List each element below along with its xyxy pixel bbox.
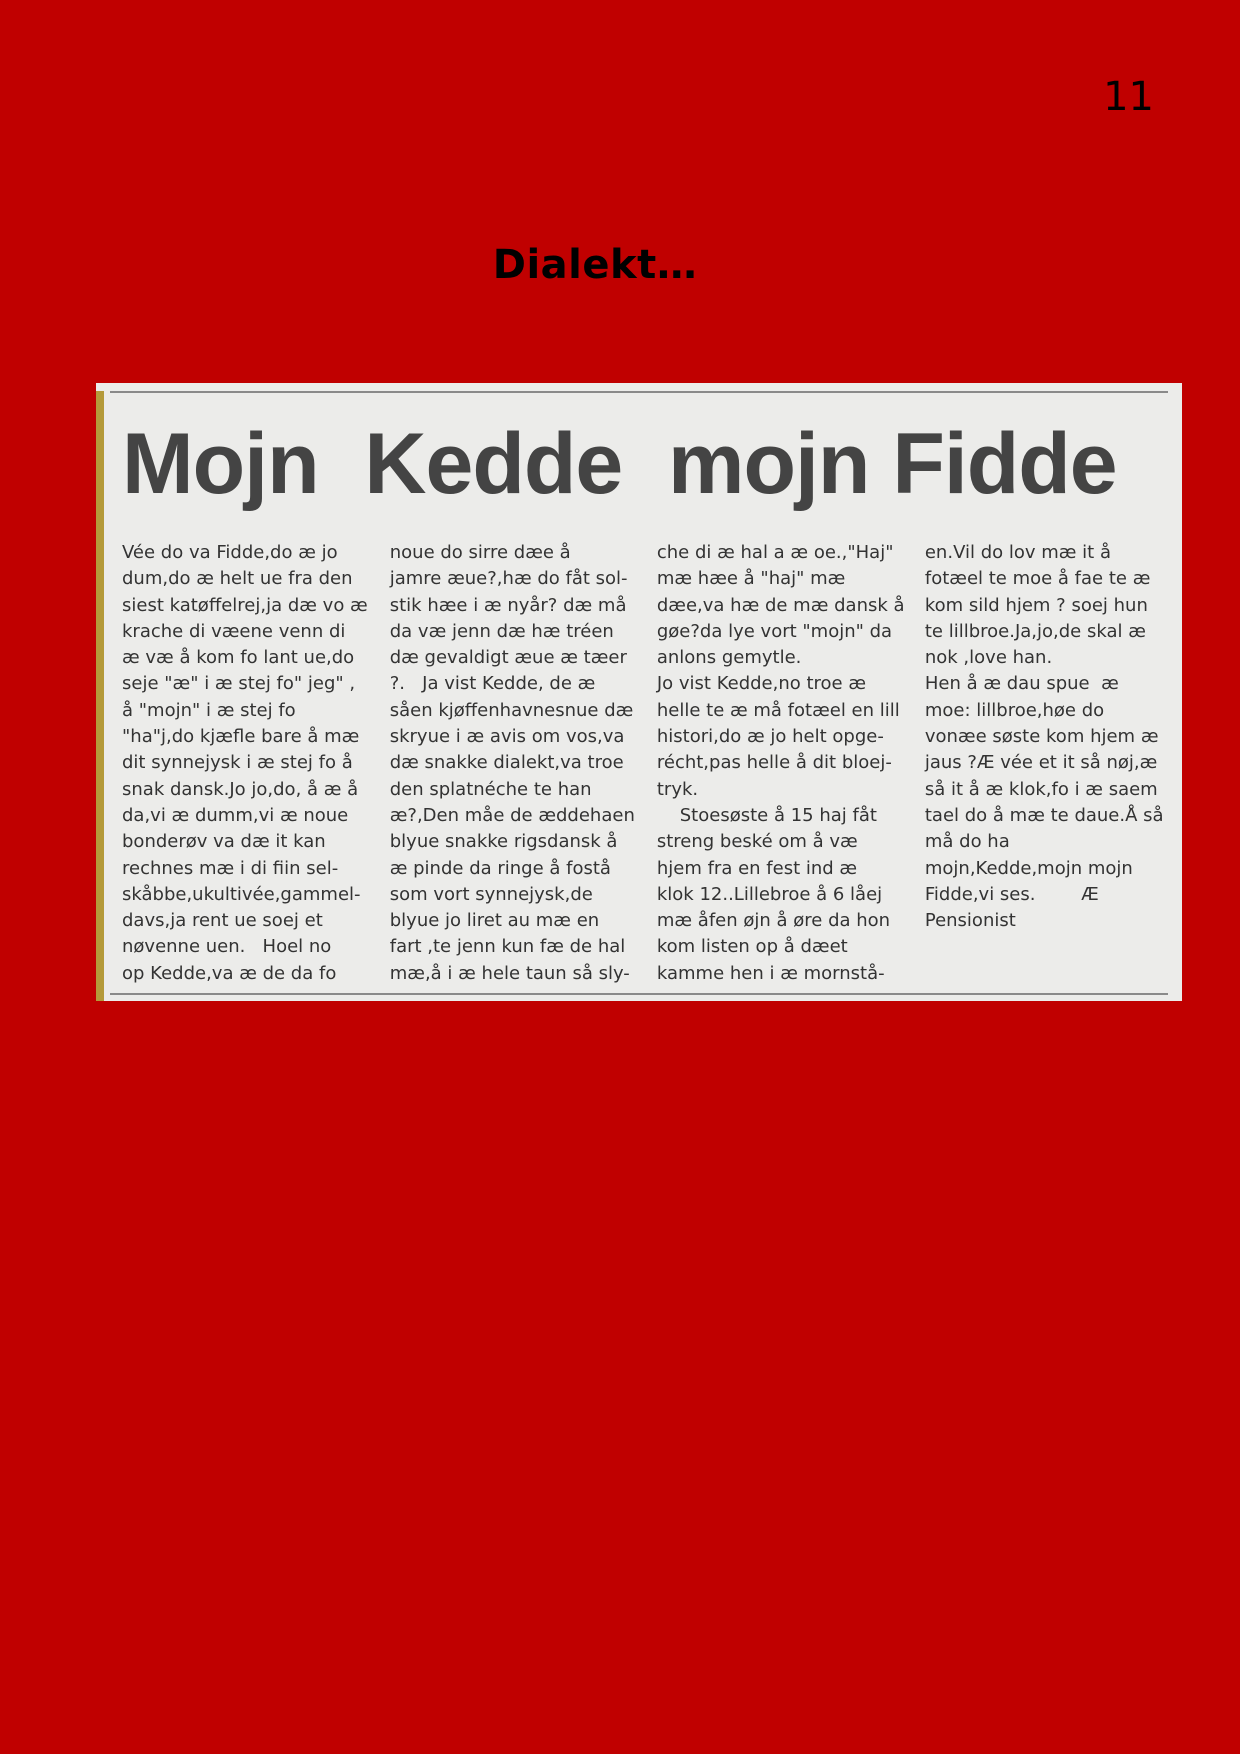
clipping-headline: Mojn Kedde mojn Fidde xyxy=(122,416,1117,512)
clipping-columns xyxy=(122,540,1168,987)
clipping-bottom-rule xyxy=(110,993,1168,995)
clipping-column-3: che di æ hal a æ oe.,"Haj" mæ hæe å "haj" mæ dæe,va hæ de mæ dansk å gøe?da lye vort "mojn" da anlons gemytle. Jo vist Kedde,no troe æ helle te æ må fotæel en lill histori,do æ jo helt opge- récht,pas helle å dit bloej- tryk. Stoesøste å 15 haj fåt streng beské om å væ hjem fra en fest ind æ klok 12..Lillebroe å 6 låej mæ åfen øjn å øre da hon kom listen op å dæet kamme hen i æ mornstå- xyxy=(656,542,905,984)
clipping-column-2: noue do sirre dæe å jamre æue?,hæ do fåt sol- stik hæe i æ nyår? dæ må da væ jenn dæ hæ tréen dæ gevaldigt æue æ tæer ?. Ja vist Kedde, de æ såen kjøffenhavnesnue dæ skryue i æ avis om vos,va dæ snakke dialekt,va troe den splatnéche te han æ?,Den måe de æddehaen blyue snakke rigsdansk å æ pinde da ringe å fostå som vort synnejysk,de blyue jo liret au mæ en fart ,te jenn kun fæ de hal mæ,å i æ hele taun så sly- xyxy=(389,542,635,984)
clipping-column-1: Vée do va Fidde,do æ jo dum,do æ helt ue fra den siest katøffelrej,ja dæ vo æ krache di væene venn di æ væ å kom fo lant ue,do seje "æ" i æ stej fo" jeg" , å "mojn" i æ stej fo "ha"j,do kjæfle bare å mæ dit synnejysk i æ stej fo å snak dansk.Jo jo,do, å æ å da,vi æ dumm,vi æ noue bonderøv va dæ it kan rechnes mæ i di fiin sel- skåbbe,ukultivée,gammel- davs,ja rent ue soej et nøvenne uen. Hoel no op Kedde,va æ de da fo xyxy=(122,542,368,984)
page-number: 11 xyxy=(1103,74,1154,120)
clipping-top-rule xyxy=(110,391,1168,393)
newspaper-clipping xyxy=(96,383,1182,1001)
clipping-column-4: en.Vil do lov mæ it å fotæel te moe å fae te æ kom sild hjem ? soej hun te lillbroe.Ja,jo,de skal æ nok ,love han. Hen å æ dau spue æ moe: lillbroe,høe do vonæe søste kom hjem æ jaus ?Æ vée et it så nøj,æ så it å æ klok,fo i æ saem tael do å mæ te daue.Å så må do ha mojn,Kedde,mojn mojn Fidde,vi ses. Æ Pensionist xyxy=(924,542,1164,932)
page-heading: Dialekt… xyxy=(492,242,698,288)
